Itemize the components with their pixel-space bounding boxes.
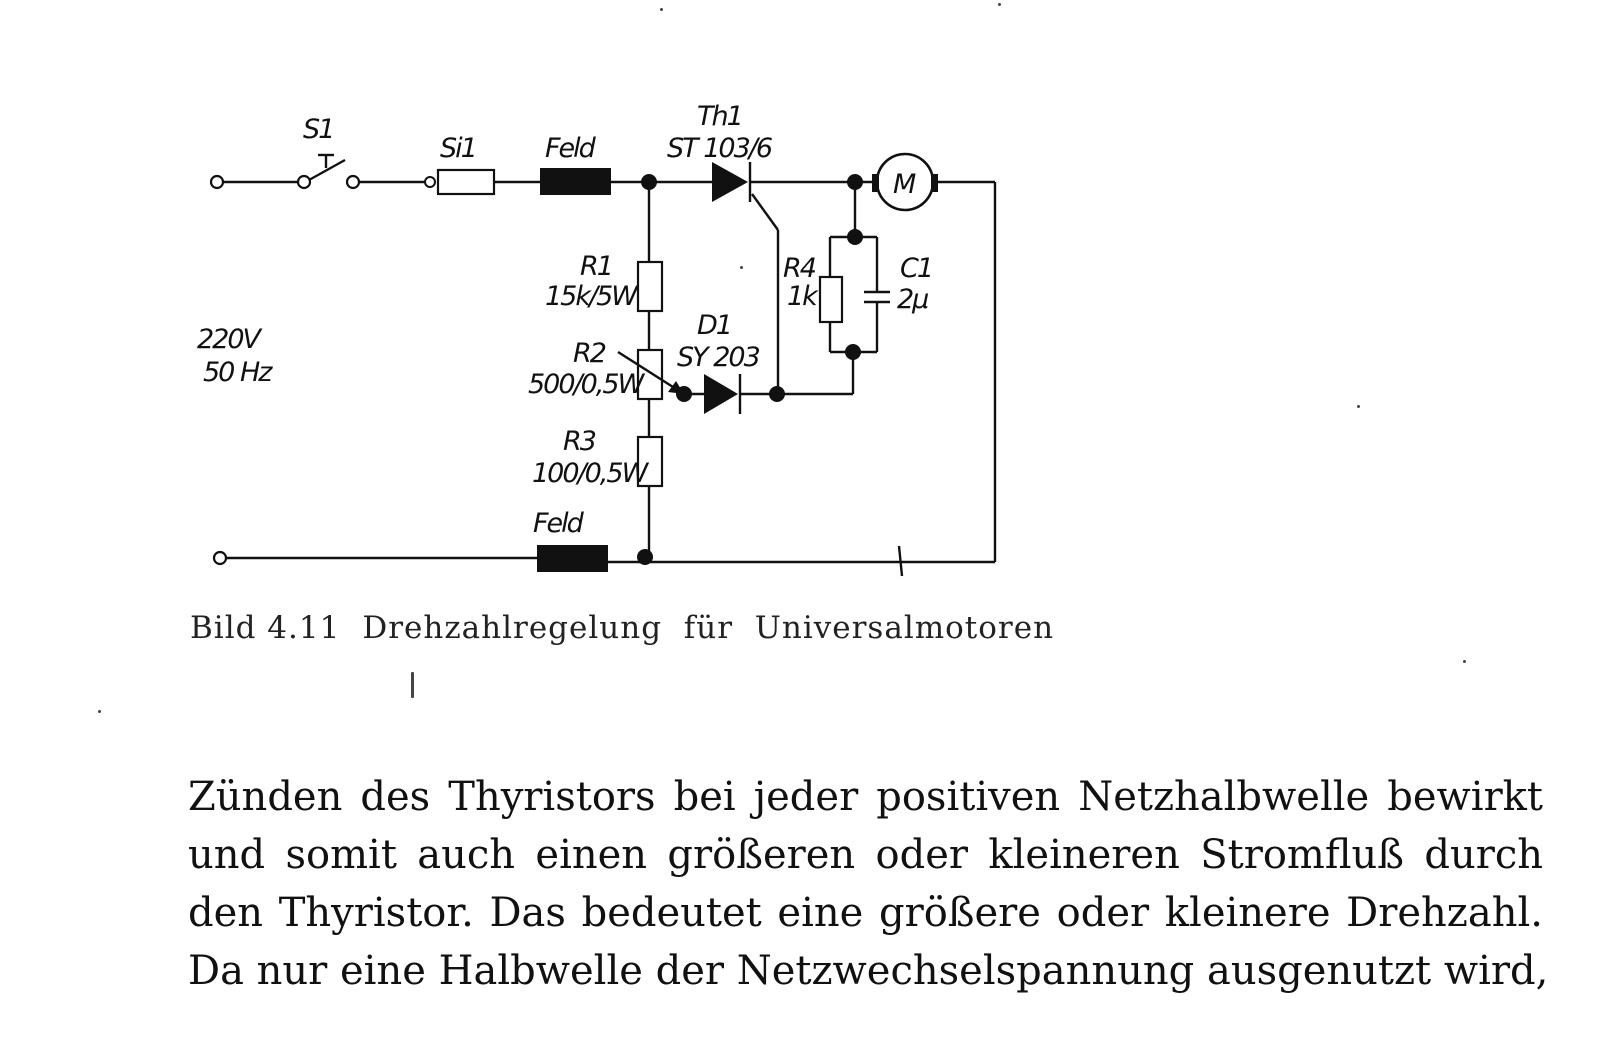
label-r4: R4	[783, 253, 815, 284]
label-s1: S1	[303, 114, 334, 145]
figure-caption	[190, 610, 1054, 646]
label-field-bottom: Feld	[533, 508, 582, 539]
caption-number: Bild 4.11	[190, 610, 341, 646]
scan-speck	[1357, 405, 1360, 408]
diode-d1	[704, 374, 738, 414]
paragraph-line: den Thyristor. Das bedeutet eine größere oder kleinere Drehzahl.	[188, 890, 1543, 936]
label-r2-value: 500/0,5W	[528, 369, 643, 400]
caption-text: Drehzahlregelung für Universalmotoren	[362, 610, 1055, 646]
label-r4-value: 1k	[787, 281, 816, 312]
terminal-top	[211, 176, 223, 188]
label-r3: R3	[563, 426, 595, 457]
label-c1: C1	[900, 253, 933, 284]
thyristor-th1	[712, 162, 748, 202]
scan-speck	[98, 710, 101, 713]
label-si1: Si1	[440, 133, 476, 164]
label-r3-value: 100/0,5W	[532, 458, 647, 489]
label-field-top: Feld	[545, 133, 594, 164]
paragraph-line: Zünden des Thyristors bei jeder positiven Netzhalbwelle bewirkt	[188, 774, 1543, 820]
scan-speck	[411, 672, 414, 698]
body-text	[188, 768, 1549, 1000]
scan-speck	[660, 8, 663, 11]
scan-speck	[998, 3, 1001, 6]
paragraph-line: und somit auch einen größeren oder kleineren Stromfluß durch	[188, 832, 1543, 878]
fuse-si1	[438, 170, 494, 194]
label-r2: R2	[573, 338, 605, 369]
label-r1-value: 15k/5W	[545, 281, 636, 312]
label-motor: M	[893, 169, 915, 200]
resistor-r4	[820, 277, 842, 322]
label-c1-value: 2µ	[897, 284, 928, 315]
terminal-bottom	[214, 552, 226, 564]
field-winding-bottom	[537, 545, 608, 572]
switch-contact-right	[347, 176, 359, 188]
label-th1: Th1	[697, 101, 742, 132]
label-supply-voltage: 220V	[197, 324, 260, 355]
resistor-r1	[638, 262, 662, 311]
field-winding-top	[540, 168, 611, 195]
label-r1: R1	[580, 251, 612, 282]
label-supply-frequency: 50 Hz	[203, 357, 271, 388]
switch-contact-left	[298, 176, 310, 188]
paragraph-line: Da nur eine Halbwelle der Netzwechselspannung ausgenutzt wird,	[188, 948, 1549, 994]
label-d1-type: SY 203	[677, 342, 759, 373]
scan-speck	[1463, 660, 1466, 663]
label-th1-type: ST 103/6	[667, 133, 772, 164]
scan-speck	[740, 266, 743, 269]
label-d1: D1	[697, 310, 731, 341]
